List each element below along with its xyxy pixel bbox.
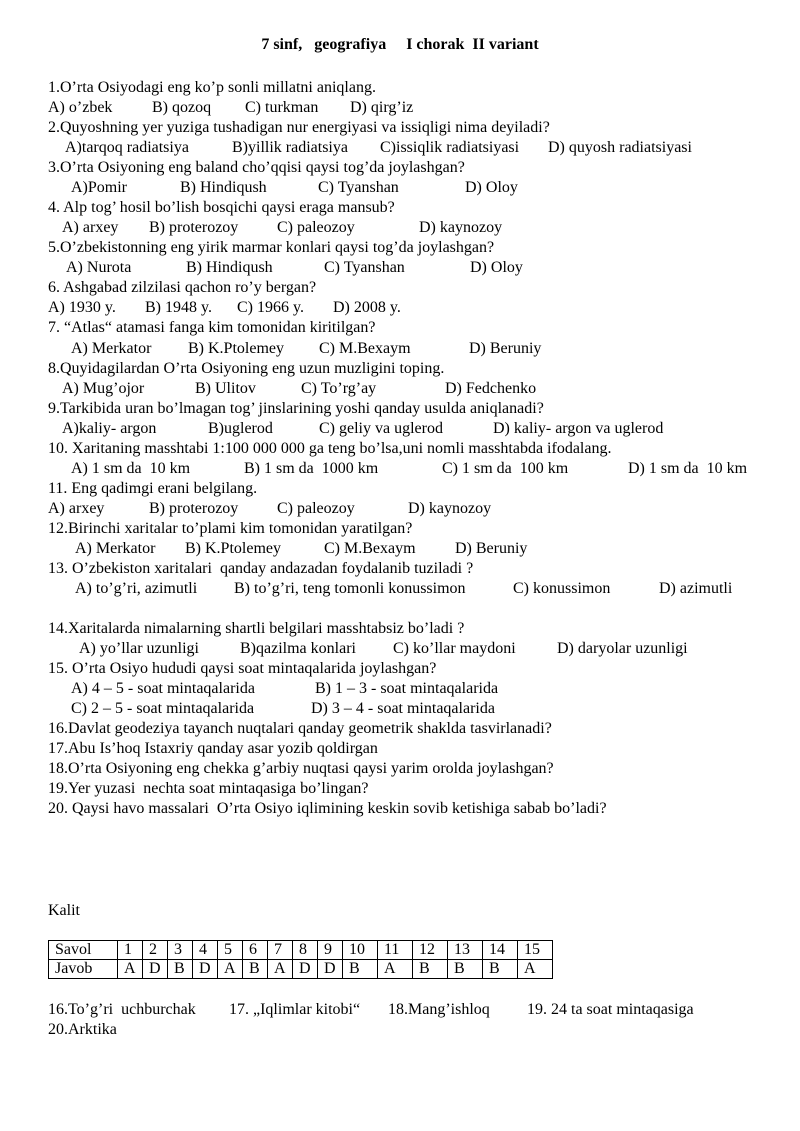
question-16: 16.Davlat geodeziya tayanch nuqtalari qanday geometrik shaklda tasvirlanadi? [48, 720, 552, 737]
q3-option-b: B) Hindiqush [180, 179, 267, 196]
q15-option-b: B) 1 – 3 - soat mintaqalarida [315, 680, 499, 697]
answer-key-question-row [49, 941, 553, 960]
q12-option-c: C) M.Bexaym [324, 540, 416, 557]
question-11: 11. Eng qadimgi erani belgilang. [48, 480, 258, 497]
answer-key-number: 8 [293, 941, 318, 960]
q3-option-a: A)Pomir [71, 179, 127, 196]
q14-option-b: B)qazilma konlari [240, 640, 356, 657]
q5-option-b: B) Hindiqush [186, 259, 273, 276]
answer-key-answer: D [193, 960, 218, 979]
answer-key-answer: B [343, 960, 378, 979]
q11-option-b: B) proterozoy [149, 500, 239, 517]
answer-key-answer: B [413, 960, 448, 979]
q15-option-c: C) 2 – 5 - soat mintaqalarida [71, 700, 255, 717]
answer-20: 20.Arktika [48, 1021, 117, 1038]
question-6: 6. Ashgabad zilzilasi qachon ro’y bergan? [48, 279, 317, 296]
answer-key-number: 12 [413, 941, 448, 960]
answer-key-number: 7 [268, 941, 293, 960]
answer-key-number: 2 [143, 941, 168, 960]
answer-key-number: 1 [118, 941, 143, 960]
answer-key-answer: D [293, 960, 318, 979]
question-12: 12.Birinchi xaritalar to’plami kim tomonidan yaratilgan? [48, 520, 413, 537]
q2-option-d: D) quyosh radiatsiyasi [548, 139, 692, 156]
q7-option-d: D) Beruniy [469, 340, 542, 357]
answer-key-number: 10 [343, 941, 378, 960]
question-2: 2.Quyoshning yer yuziga tushadigan nur energiyasi va issiqligi nima deyiladi? [48, 119, 550, 136]
answer-16: 16.To’g’ri uchburchak [48, 1001, 196, 1018]
q14-option-c: C) ko’llar maydoni [393, 640, 516, 657]
q6-option-d: D) 2008 y. [333, 299, 401, 316]
q14-option-d: D) daryolar uzunligi [557, 640, 688, 657]
question-14: 14.Xaritalarda nimalarning shartli belgilari masshtabsiz bo’ladi ? [48, 620, 465, 637]
answer-key-answer-row [49, 960, 553, 979]
answer-key-number: 15 [518, 941, 553, 960]
q12-option-d: D) Beruniy [455, 540, 528, 557]
q15-option-d: D) 3 – 4 - soat mintaqalarida [311, 700, 495, 717]
q2-option-c: C)issiqlik radiatsiyasi [380, 139, 520, 156]
answer-key-number: 9 [318, 941, 343, 960]
question-5: 5.O’zbekistonning eng yirik marmar konlari qaysi tog’da joylashgan? [48, 239, 495, 256]
q11-option-a: A) arxey [48, 500, 105, 517]
question-20: 20. Qaysi havo massalari O’rta Osiyo iqlimining keskin sovib ketishiga sabab bo’ladi? [48, 800, 607, 817]
answer-key-answer: A [518, 960, 553, 979]
q6-option-c: C) 1966 y. [237, 299, 304, 316]
q3-option-d: D) Oloy [465, 179, 518, 196]
q12-option-b: B) K.Ptolemey [185, 540, 281, 557]
q2-option-a: A)tarqoq radiatsiya [65, 139, 189, 156]
q4-option-c: C) paleozoy [277, 219, 355, 236]
question-3: 3.O’rta Osiyoning eng baland cho’qqisi qaysi tog’da joylashgan? [48, 159, 465, 176]
answer-key-label: Kalit [48, 902, 80, 919]
answer-key-answer: D [143, 960, 168, 979]
answer-19: 19. 24 ta soat mintaqasiga [527, 1001, 694, 1018]
answer-key-table [48, 940, 553, 979]
q13-option-d: D) azimutli [659, 580, 733, 597]
page-title: 7 sinf, geografiya I chorak II variant [261, 36, 539, 53]
q5-option-d: D) Oloy [470, 259, 523, 276]
q10-option-d: D) 1 sm da 10 km [628, 460, 748, 477]
question-8: 8.Quyidagilardan O’rta Osiyoning eng uzun muzligini toping. [48, 360, 445, 377]
answer-key-answer-header: Javob [49, 960, 118, 979]
answer-key-answer: A [218, 960, 243, 979]
answer-18: 18.Mang’ishloq [388, 1001, 490, 1018]
q10-option-a: A) 1 sm da 10 km [71, 460, 191, 477]
q10-option-b: B) 1 sm da 1000 km [244, 460, 379, 477]
answer-key-number: 4 [193, 941, 218, 960]
question-9: 9.Tarkibida uran bo’lmagan tog’ jinslarining yoshi qanday usulda aniqlanadi? [48, 400, 544, 417]
q1-option-b: B) qozoq [152, 99, 212, 116]
answer-key-number: 3 [168, 941, 193, 960]
answer-key-answer: D [318, 960, 343, 979]
answer-key-answer: B [243, 960, 268, 979]
question-19: 19.Yer yuzasi nechta soat mintaqasiga bo’lingan? [48, 780, 369, 797]
q2-option-b: B)yillik radiatsiya [232, 139, 348, 156]
q12-option-a: A) Merkator [75, 540, 156, 557]
q13-option-c: C) konussimon [513, 580, 611, 597]
question-15: 15. O’rta Osiyo hududi qaysi soat mintaqalarida joylashgan? [48, 660, 437, 677]
q7-option-c: C) M.Bexaym [319, 340, 411, 357]
q13-option-b: B) to’g’ri, teng tomonli konussimon [234, 580, 466, 597]
q1-option-d: D) qirg’iz [350, 99, 414, 116]
q6-option-b: B) 1948 y. [145, 299, 212, 316]
answer-key-number: 11 [378, 941, 413, 960]
q8-option-a: A) Mug’ojor [62, 380, 145, 397]
q7-option-a: A) Merkator [71, 340, 152, 357]
q7-option-b: B) K.Ptolemey [188, 340, 284, 357]
q3-option-c: C) Tyanshan [318, 179, 399, 196]
answer-key-answer: A [378, 960, 413, 979]
q8-option-c: C) To’rg’ay [301, 380, 377, 397]
question-4: 4. Alp tog’ hosil bo’lish bosqichi qaysi eraga mansub? [48, 199, 395, 216]
answer-key-answer: B [168, 960, 193, 979]
q9-option-c: C) geliy va uglerod [319, 420, 443, 437]
answer-key-number: 13 [448, 941, 483, 960]
q5-option-c: C) Tyanshan [324, 259, 405, 276]
answer-key-question-header: Savol [49, 941, 118, 960]
question-17: 17.Abu Is’hoq Istaxriy qanday asar yozib qoldirgan [48, 740, 378, 757]
q8-option-b: B) Ulitov [195, 380, 256, 397]
q8-option-d: D) Fedchenko [445, 380, 537, 397]
question-18: 18.O’rta Osiyoning eng chekka g’arbiy nuqtasi qaysi yarim orolda joylashgan? [48, 760, 554, 777]
answer-key-answer: A [118, 960, 143, 979]
answer-key-answer: B [483, 960, 518, 979]
q9-option-b: B)uglerod [208, 420, 273, 437]
answer-17: 17. „Iqlimlar kitobi“ [229, 1001, 361, 1018]
answer-key-answer: B [448, 960, 483, 979]
question-10: 10. Xaritaning masshtabi 1:100 000 000 ga teng bo’lsa,uni nomli masshtabda ifodalang. [48, 440, 612, 457]
q14-option-a: A) yo’llar uzunligi [79, 640, 199, 657]
q9-option-a: A)kaliy- argon [62, 420, 157, 437]
answer-key-number: 5 [218, 941, 243, 960]
q1-option-a: A) o’zbek [48, 99, 113, 116]
q15-option-a: A) 4 – 5 - soat mintaqalarida [71, 680, 255, 697]
q5-option-a: A) Nurota [66, 259, 132, 276]
question-1: 1.O’rta Osiyodagi eng ko’p sonli millatni aniqlang. [48, 79, 376, 96]
answer-key-number: 14 [483, 941, 518, 960]
answer-key-number: 6 [243, 941, 268, 960]
q4-option-a: A) arxey [62, 219, 119, 236]
q9-option-d: D) kaliy- argon va uglerod [493, 420, 664, 437]
q11-option-d: D) kaynozoy [408, 500, 492, 517]
q10-option-c: C) 1 sm da 100 km [442, 460, 569, 477]
question-7: 7. “Atlas“ atamasi fanga kim tomonidan kiritilgan? [48, 319, 376, 336]
q4-option-b: B) proterozoy [149, 219, 239, 236]
answer-key-answer: A [268, 960, 293, 979]
q13-option-a: A) to’g’ri, azimutli [75, 580, 198, 597]
q11-option-c: C) paleozoy [277, 500, 355, 517]
question-13: 13. O’zbekiston xaritalari qanday andazadan foydalanib tuziladi ? [48, 560, 474, 577]
q6-option-a: A) 1930 y. [48, 299, 116, 316]
q1-option-c: C) turkman [245, 99, 319, 116]
q4-option-d: D) kaynozoy [419, 219, 503, 236]
